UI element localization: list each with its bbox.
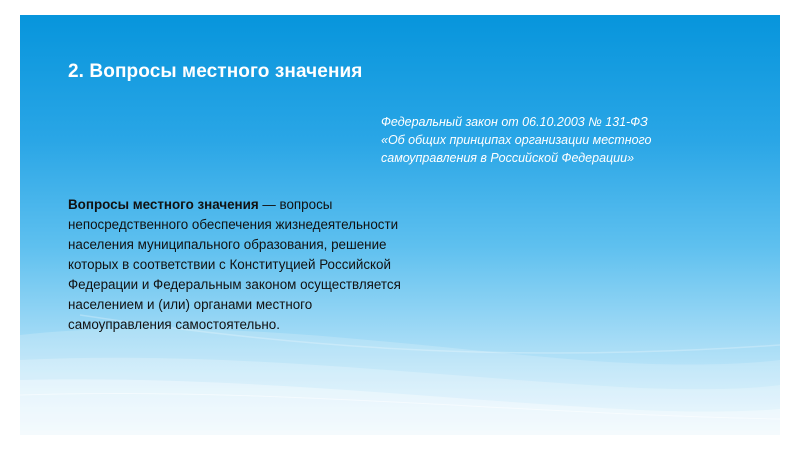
- citation-line: самоуправления в Российской Федерации»: [381, 151, 635, 165]
- citation-line: Федеральный закон от 06.10.2003 № 131-ФЗ: [381, 115, 648, 129]
- definition-line: самоуправления самостоятельно.: [68, 317, 280, 332]
- definition-line: населения муниципального образования, решение: [68, 237, 387, 252]
- definition-line: Федерации и Федеральным законом осуществляется: [68, 277, 401, 292]
- definition-line: которых в соответствии с Конституцией Российской: [68, 257, 391, 272]
- law-citation: [381, 113, 751, 167]
- slide: [20, 15, 780, 435]
- citation-line: «Об общих принципах организации местного: [381, 133, 652, 147]
- definition-text: [68, 195, 508, 335]
- definition-term: Вопросы местного значения: [68, 197, 259, 212]
- definition-first-line-rest: — вопросы: [258, 197, 333, 212]
- definition-line: непосредственного обеспечения жизнедеятельности: [68, 217, 399, 232]
- definition-line: населением и (или) органами местного: [68, 297, 313, 312]
- definition-line: [68, 195, 508, 215]
- slide-title: 2. Вопросы местного значения: [68, 61, 363, 82]
